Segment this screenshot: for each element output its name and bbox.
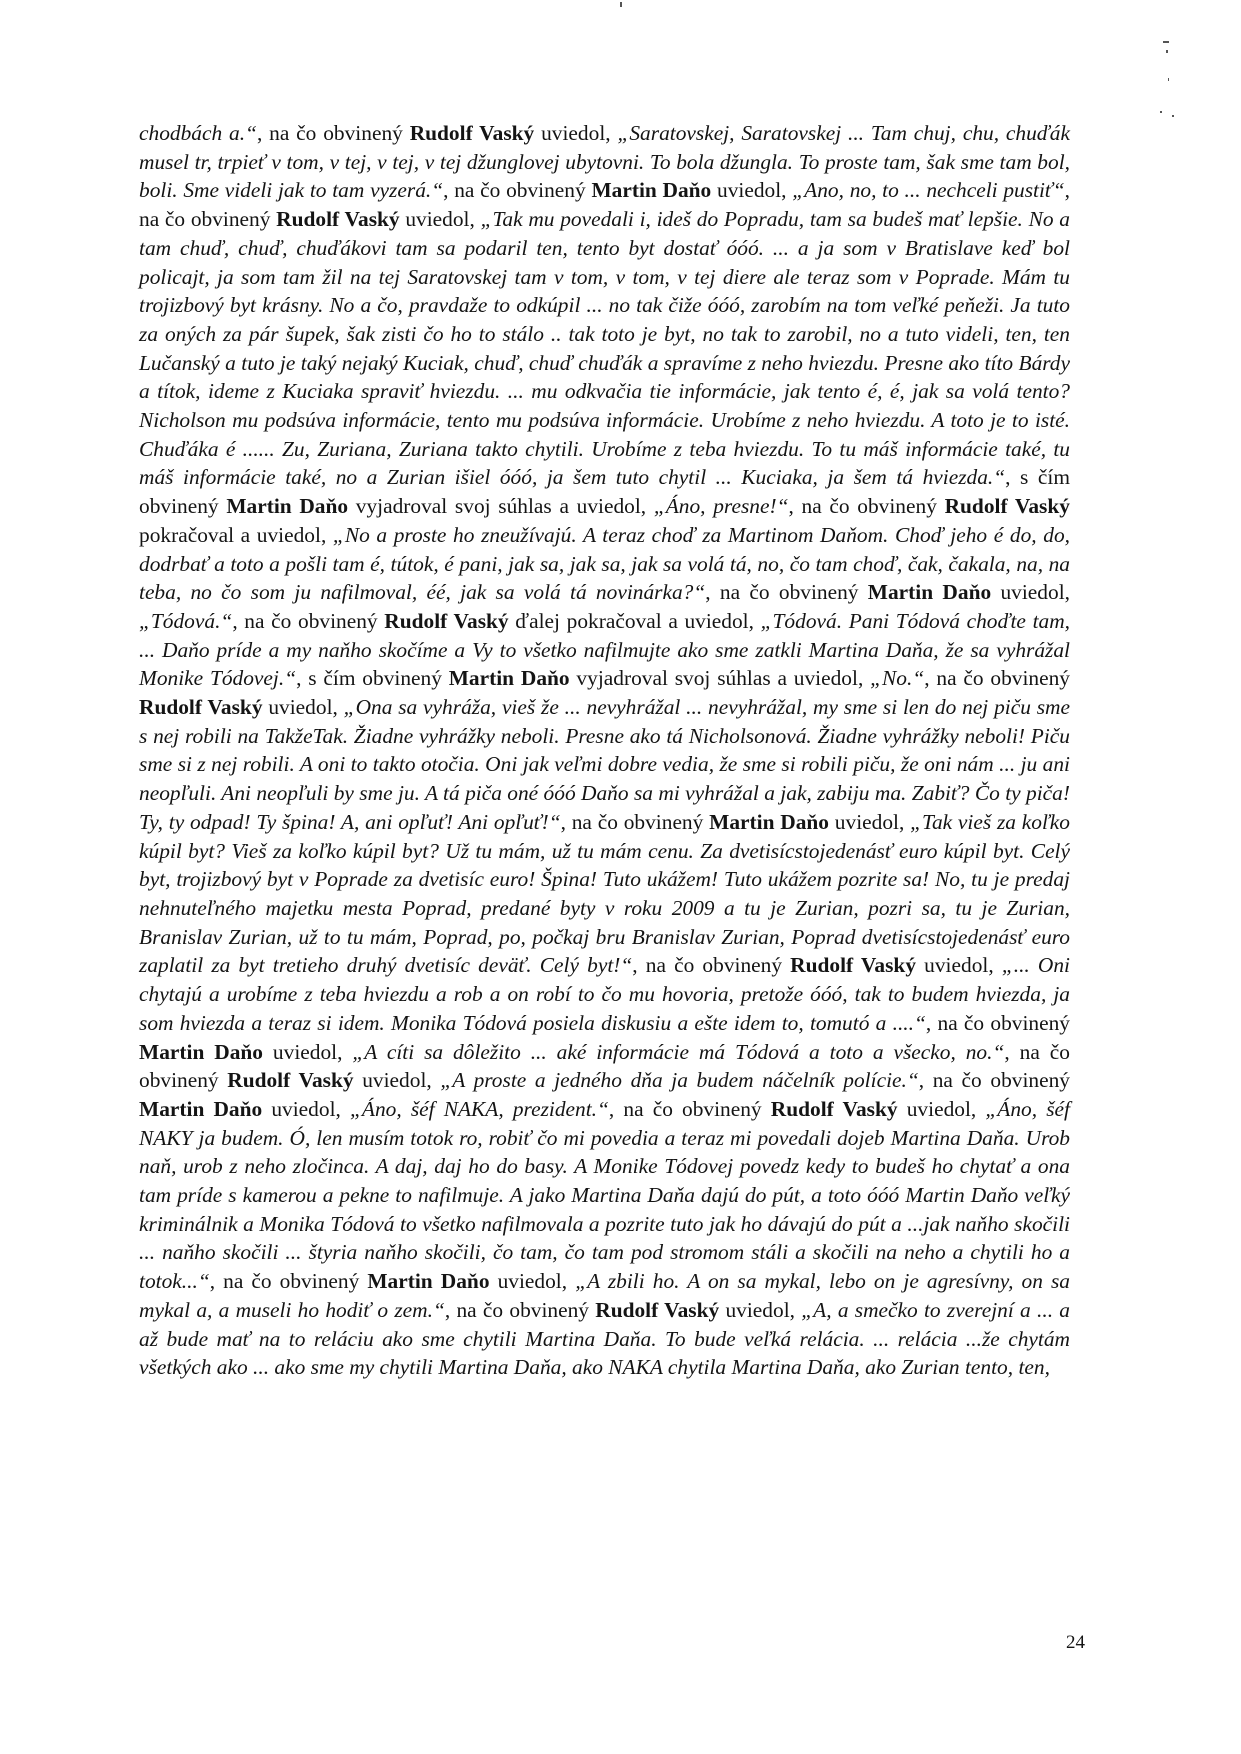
narration-text: uviedol, — [829, 809, 911, 834]
narration-text: , na čo obvinený — [139, 1039, 1070, 1093]
speaker-name: Martin Daňo — [591, 178, 712, 203]
quoted-speech: „A cíti sa dôležito ... aké informácie má Tódová a toto a všecko, no.“ — [352, 1039, 1005, 1064]
narration-text: , s čím obvinený — [296, 666, 449, 691]
speaker-name: Rudolf Vaský — [139, 695, 263, 720]
speaker-name: Martin Daňo — [367, 1269, 490, 1294]
narration-text: , na čo obvinený — [444, 1297, 596, 1322]
speaker-name: Rudolf Vaský — [770, 1096, 898, 1121]
speaker-name: Rudolf Vaský — [409, 121, 535, 145]
quoted-speech: „Ano, no, to ... nechceli pustiť“ — [792, 178, 1065, 203]
narration-text: vyjadroval svoj súhlas a uviedol, — [569, 666, 871, 691]
quoted-speech: „Áno, šéf NAKY ja budem. Ó, len musím totok ro, robiť čo mi povedia a teraz mi povedali dojeb Martina Daňa. Urob naň, urob z neho zločinca. A daj, daj ho do basy. A Monike Tódovej povedz kedy to budeš ho chytať a ona tam príde s kamerou a pekne to nafilmuje. A jako Martina Daňa dajú do pút, a toto óóó Martin Daňo veľký kriminálnik a Monika Tódová to všetko nafilmovala a pozrite tuto jak ho dávajú do pút a ...jak naňho skočili ... naňho skočili ... štyria naňho skočili, čo tam, čo tam pod stromom stáli a skočili na neho a chytili ho a totok...“ — [139, 1096, 1070, 1294]
quoted-speech: „Áno, šéf NAKA, prezident.“ — [349, 1096, 609, 1121]
narration-text: , na čo obvinený — [443, 178, 592, 203]
narration-text: , na čo obvinený — [139, 178, 1070, 232]
speaker-name: Martin Daňo — [139, 1096, 263, 1121]
speaker-name: Rudolf Vaský — [276, 207, 400, 232]
narration-text: , na čo obvinený — [924, 666, 1070, 691]
page-number: 24 — [1066, 1632, 1085, 1653]
narration-text: uviedol, — [991, 580, 1070, 605]
scan-speck — [1166, 50, 1168, 53]
narration-text: , na čo obvinený — [925, 1010, 1070, 1035]
narration-text: uviedol, — [262, 695, 344, 720]
quoted-speech: „A proste a jedného dňa ja budem náčelník polície.“ — [440, 1068, 919, 1093]
quoted-speech: chodbách a.“ — [139, 121, 257, 145]
scan-speck — [1160, 111, 1162, 113]
quoted-speech: „Tódová.“ — [139, 608, 233, 633]
quoted-speech: „Ona sa vyhráža, vieš že ... nevyhrážal ... nevyhrážal, my sme si len do nej piču sme s nej robili na TakžeTak. Žiadne vyhrážky neboli. Presne ako tá Nicholsonová. Žiadne vyhrážky neboli! Piču sme si z nej robili. A oni to takto otočia. Oni jak veľmi dobre vedia, že sme si robili piču, že oni nám ... ju ani neopľuli. Ani neopľuli by sme ju. A tá piča oné óóó Daňo sa mi vyhrážal a jak, zabiju ma. Zabiť? Čo ty piča! Ty, ty odpad! Ty špina! A, ani opľuť! Ani opľuť!“ — [139, 695, 1070, 834]
narration-text: uviedol, — [262, 1096, 350, 1121]
scan-speck — [620, 2, 622, 7]
narration-text: pokračoval a uviedol, — [139, 522, 333, 547]
speaker-name: Martin Daňo — [709, 809, 829, 834]
speaker-name: Martin Daňo — [226, 494, 349, 519]
narration-text: vyjadroval svoj súhlas a uviedol, — [348, 494, 654, 519]
quoted-speech: „Tódová. Pani Tódová choďte tam, ... Daňo príde a my naňho skočíme a Vy to všetko nafilmujte ako sme zatkli Martina Daňa, že sa vyhrážal Monike Tódovej.“ — [139, 608, 1071, 691]
scan-speck — [1172, 115, 1174, 117]
narration-text: , na čo obvinený — [705, 580, 868, 605]
narration-text: , na čo obvinený — [632, 953, 791, 978]
narration-text: , na čo obvinený — [608, 1096, 771, 1121]
narration-text: uviedol, — [399, 207, 481, 232]
narration-text: uviedol, — [719, 1297, 802, 1322]
narration-text: uviedol, — [916, 953, 1002, 978]
narration-text: uviedol, — [711, 178, 793, 203]
quoted-speech: „Áno, presne!“ — [653, 494, 789, 519]
quoted-speech: „A, a smečko to zverejní a ... a až bude mať na to reláciu ako sme chytili Martina Daňa. To bude veľká relácia. ... relácia ...že chytám všetkých ako ... ako sme my chytili Martina Daňa, ako NAKA chytila Martina Daňa, ako Zurian tento, ten, — [139, 1297, 1070, 1380]
quoted-speech: „No a proste ho zneužívajú. A teraz choď za Martinom Daňom. Choď jeho é do, do, dodrbať a toto a pošli tam é, tútok, é pani, jak sa, jak sa, jak sa volá tá, no, čo tam choď, čak, čakala, na, na teba, no čo som ju nafilmoval, éé, jak sa volá tá novinárka?“ — [139, 522, 1070, 605]
narration-text: , s čím obvinený — [139, 465, 1070, 519]
speaker-name: Martin Daňo — [139, 1039, 263, 1064]
narration-text: uviedol, — [263, 1039, 353, 1064]
scan-speck — [1168, 78, 1169, 81]
transcript-paragraph — [139, 119, 1070, 1382]
narration-text: , na čo obvinený — [788, 494, 945, 519]
narration-text: ďalej pokračoval a uviedol, — [508, 608, 761, 633]
narration-text: , na čo obvinený — [256, 121, 410, 145]
quoted-speech: „A zbili ho. A on sa mykal, lebo on je agresívny, on sa mykal a, a museli ho hodiť o zem.“ — [139, 1269, 1070, 1322]
speaker-name: Martin Daňo — [448, 666, 570, 691]
narration-text: , na čo obvinený — [209, 1269, 368, 1294]
quoted-speech: „No.“ — [870, 666, 925, 691]
narration-text: uviedol, — [353, 1068, 441, 1093]
speaker-name: Rudolf Vaský — [595, 1297, 720, 1322]
narration-text: uviedol, — [489, 1269, 576, 1294]
speaker-name: Rudolf Vaský — [790, 953, 917, 978]
quoted-speech: „Tak mu povedali i, ideš do Popradu, tam sa budeš mať lepšie. No a tam chuď, chuď, chuďákovi tam sa podaril ten, tento byt dostať óóó. ... a ja som v Bratislave keď bol policajt, ja som tam žil na tej Saratovskej tam v tom, v tom, v tej diere ale teraz som v Poprade. Mám tu trojizbový byt krásny. No a čo, pravdaže to odkúpil ... no tak čiže óóó, zarobím na tom veľké peňeži. Ja tuto za oných za pár šupek, šak zisti čo ho to stálo .. tak toto je byt, no tak to zarobil, no a tuto videli, ten, ten Lučanský a tuto je taký nejaký Kuciak, chuď, chuď chuďák a spravíme z neho hviezdu. Presne ako títo Bárdy a títok, ideme z Kuciaka spraviť hviezdu. ... mu odkvačia tie informácie, jak tento é, é, jak sa volá tento? Nicholson mu podsúva informácie, tento mu podsúva informácie. Urobíme z neho hviezdu. A toto je to isté. Chuďáka é ...... Zu, Zuriana, Zuriana takto chytili. Urobíme z teba hviezdu. To tu máš informácie také, tu máš informácie také, no a Zurian išiel óóó, ja šem tuto chytil ... Kuciaka, ja šem tá hviezda.“ — [139, 207, 1070, 490]
narration-text: , na čo obvinený — [918, 1068, 1070, 1093]
quoted-speech: „Saratovskej, Saratovskej ... Tam chuj, chu, chuďák musel tr, trpieť v tom, v tej, v tej, v tej džunglovej ubytovni. To bola džungla. To proste tam, šak sme tam bol, boli. Sme videli jak to tam vyzerá.“ — [139, 121, 1070, 203]
narration-text: uviedol, — [534, 121, 618, 145]
narration-text: , na čo obvinený — [232, 608, 385, 633]
speaker-name: Rudolf Vaský — [384, 608, 509, 633]
narration-text: , na čo obvinený — [560, 809, 710, 834]
quoted-speech: „Tak vieš za koľko kúpil byt? Vieš za koľko kúpil byt? Už tu mám, už tu mám cenu. Za dvetisícstojedenásť euro kúpil byt. Celý byt, trojizbový byt v Poprade za dvetisíc euro! Špina! Tuto ukážem! Tuto ukážem pozrite sa! No, tu je predaj nehnuteľného majetku mesta Poprad, predané byty v roku 2009 a tu je Zurian, pozri sa, tu je Zurian, Branislav Zurian, už to tu mám, Poprad, po, počkaj bru Branislav Zurian, Poprad dvetisícstojedenásť euro zaplatil za byt tretieho druhý dvetisíc deväť. Celý byt!“ — [139, 809, 1070, 978]
speaker-name: Martin Daňo — [867, 580, 992, 605]
speaker-name: Rudolf Vaský — [227, 1068, 354, 1093]
narration-text: uviedol, — [897, 1096, 986, 1121]
scan-speck — [1163, 41, 1169, 43]
speaker-name: Rudolf Vaský — [944, 494, 1070, 519]
quoted-speech: „... Oni chytajú a urobíme z teba hviezdu a rob a on robí to čo mu hovoria, pretože óóó, tak to budem hviezda, ja som hviezda a teraz si idem. Monika Tódová posiela diskusiu a ešte idem to, tomutó a ....“ — [139, 953, 1070, 1035]
